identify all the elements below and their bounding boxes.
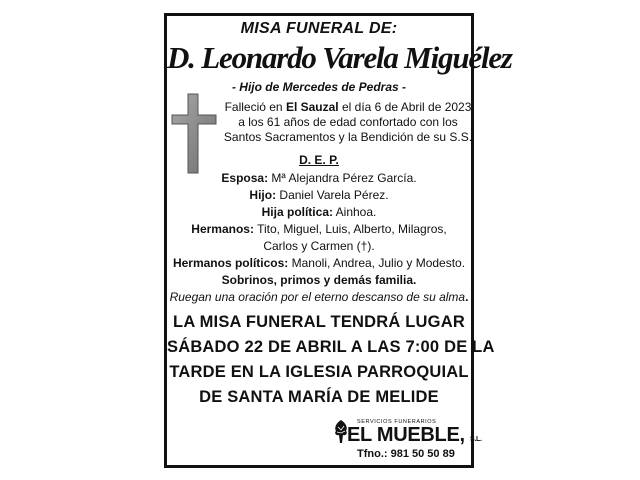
header-title: MISA FUNERAL DE:: [240, 20, 398, 37]
funeral-home-logo: [333, 417, 482, 467]
mass-line-4: DE SANTA MARÍA DE MELIDE: [199, 388, 439, 406]
narrative-line-1: Falleció en El Sauzal el día 6 de Abril de 2023: [224, 100, 472, 114]
in-laws-line: Hermanos políticos: Manoli, Andrea, Julio y Modesto.: [172, 256, 466, 270]
relatives-line: Sobrinos, primos y demás familia.: [221, 273, 417, 287]
dep-label: D. E. P.: [299, 153, 339, 167]
son-line: Hijo: Daniel Varela Pérez.: [249, 188, 389, 202]
narrative-line-3: Santos Sacramentos y la Bendición de su S.S.: [223, 130, 473, 144]
logo-phone: Tfno.: 981 50 50 89: [357, 448, 455, 460]
mass-line-2: SÁBADO 22 DE ABRIL A LAS 7:00 DE LA: [167, 338, 495, 356]
mass-line-1: LA MISA FUNERAL TENDRÁ LUGAR: [173, 313, 465, 331]
siblings-line: Hermanos: Tito, Miguel, Luis, Alberto, Milagros,: [191, 222, 447, 236]
prayer-line: Ruegan una oración por el eterno descanso de su alma.: [169, 290, 469, 304]
mass-line-3: TARDE EN LA IGLESIA PARROQUIAL: [169, 363, 469, 381]
deceased-name: D. Leonardo Varela Miguélez: [167, 40, 512, 75]
daughter-in-law-line: Hija política: Ainhoa.: [261, 205, 377, 219]
parent-line: - Hijo de Mercedes de Pedras -: [231, 80, 407, 94]
obituary-card: [164, 13, 512, 468]
logo-tagline: SERVICIOS FUNERARIOS: [357, 419, 437, 425]
wife-line: Esposa: Mª Alejandra Pérez García.: [221, 171, 417, 185]
logo-brand: EL MUEBLE, S.L.: [347, 424, 482, 446]
narrative-line-2: a los 61 años de edad confortado con los: [238, 115, 458, 129]
siblings-line-2: Carlos y Carmen (†).: [263, 239, 375, 253]
